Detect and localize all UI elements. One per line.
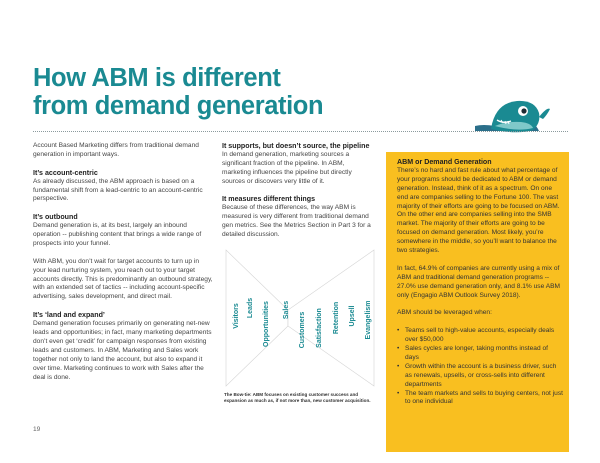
sidebar-bullet-list — [397, 327, 563, 407]
stage-label-evangelism: Evangelism — [365, 300, 372, 340]
stage-label-leads: Leads — [247, 297, 254, 319]
stage-label-satisfaction: Satisfaction — [316, 308, 323, 348]
page-title-line-2: from demand generation — [33, 92, 324, 120]
sidebar-heading: ABM or Demand Generation — [397, 158, 492, 166]
intro-paragraph: Account Based Marketing differs from traditional demand generation in important ways. — [33, 142, 199, 158]
stage-label-sales: Sales — [283, 300, 290, 320]
stage-label-retention: Retention — [333, 301, 340, 335]
sidebar-bullet-item: • Teams sell to high-value accounts, especially deals over $50,000 — [397, 327, 563, 345]
sidebar-bullet-item: • The team markets and sells to buying centers, not just to one individual — [397, 390, 563, 408]
stage-label-customers: Customers — [299, 311, 306, 349]
stage-label-visitors: Visitors — [233, 303, 240, 329]
page-title-line-1: How ABM is different — [33, 64, 281, 92]
section-heading-measures: It measures different things — [222, 195, 316, 204]
sidebar-paragraph-1: There’s no hard and fast rule about what percentage of your programs should be dedicated to ABM or demand generation. Instead, think of it as a spectrum. On one end are companies selling to the Fortune 100. The vast majority of their efforts are going to be focused on ABM. On the other end are companies selling into the SMB market. The majority of their efforts are going to be focused on demand generation. Most likely, you’re somewhere in the middle, so you’ll want to balance the two strategies. — [397, 166, 560, 255]
outbound-paragraph-2: With ABM, you don’t wait for target accounts to turn up in your lead nurturing system, you reach out to your target accounts directly. This is predominantly an outbound strategy, with an extended set of tactics -- including account-specific advertising, sales development, and direct mail. — [33, 257, 213, 301]
section-heading-account-centric: It’s account-centric — [33, 168, 98, 177]
sidebar-bullet-item: • Growth within the account is a business driver, such as renewals, upsells, or cross-sells into different departments — [397, 363, 563, 390]
left-column — [33, 142, 213, 391]
outbound-paragraph-1: Demand generation is, at its best, largely an inbound operation -- publishing content that brings a wide range of prospects into your funnel. — [33, 222, 202, 247]
dotted-divider — [33, 131, 568, 132]
land-and-expand-paragraph: Demand generation focuses primarily on generating net-new leads and opportunities; in fact, many marketing departments don’t even get ‘credit’ for campaign responses from existing leads and customers. In ABM, Marketing and Sales work together not only to land the account, but also to expand it over time. Marketing continues to work with Sales after the deal is done. — [33, 320, 212, 381]
sidebar-bullet-item: • Sales cycles are longer, taking months instead of days — [397, 345, 563, 363]
bow-tie-diagram — [224, 248, 384, 388]
sidebar-paragraph-3: ABM should be leveraged when: — [397, 309, 492, 317]
measures-paragraph: Because of these differences, the way ABM is measured is very different from traditional demand gen metrics. See the Metrics Section in Part 3 for a detailed discussion. — [222, 204, 371, 239]
diagram-caption: The Bow-tie: ABM focuses on existing customer success and expansion as much as, if not more than, new customer acquisition. — [224, 392, 371, 403]
page-number: 19 — [33, 426, 41, 433]
sidebar-content — [397, 158, 563, 407]
section-heading-land-and-expand: It’s ‘land and expand’ — [33, 311, 105, 320]
stage-label-opportunities: Opportunities — [263, 301, 270, 347]
pipeline-paragraph: In demand generation, marketing sources a significant fraction of the pipeline. In ABM, marketing influences the pipeline but directly sources or discovers very little of it. — [222, 150, 352, 185]
page-title — [33, 64, 373, 120]
whale-icon — [473, 93, 551, 139]
account-centric-paragraph: As already discussed, the ABM approach is based on a fundamental shift from a lead-centric to an account-centric perspective. — [33, 177, 203, 203]
section-heading-outbound: It’s outbound — [33, 213, 78, 222]
stage-label-upsell: Upsell — [349, 305, 356, 327]
middle-column — [222, 142, 372, 249]
sidebar-paragraph-2: In fact, 64.9% of companies are currently using a mix of ABM and traditional demand generation programs -- 27.0% use demand generation only, and 8.1% use ABM only (Engagio ABM Outlook Survey 2018). — [397, 264, 560, 299]
section-heading-pipeline: It supports, but doesn’t source, the pipeline — [222, 142, 370, 150]
